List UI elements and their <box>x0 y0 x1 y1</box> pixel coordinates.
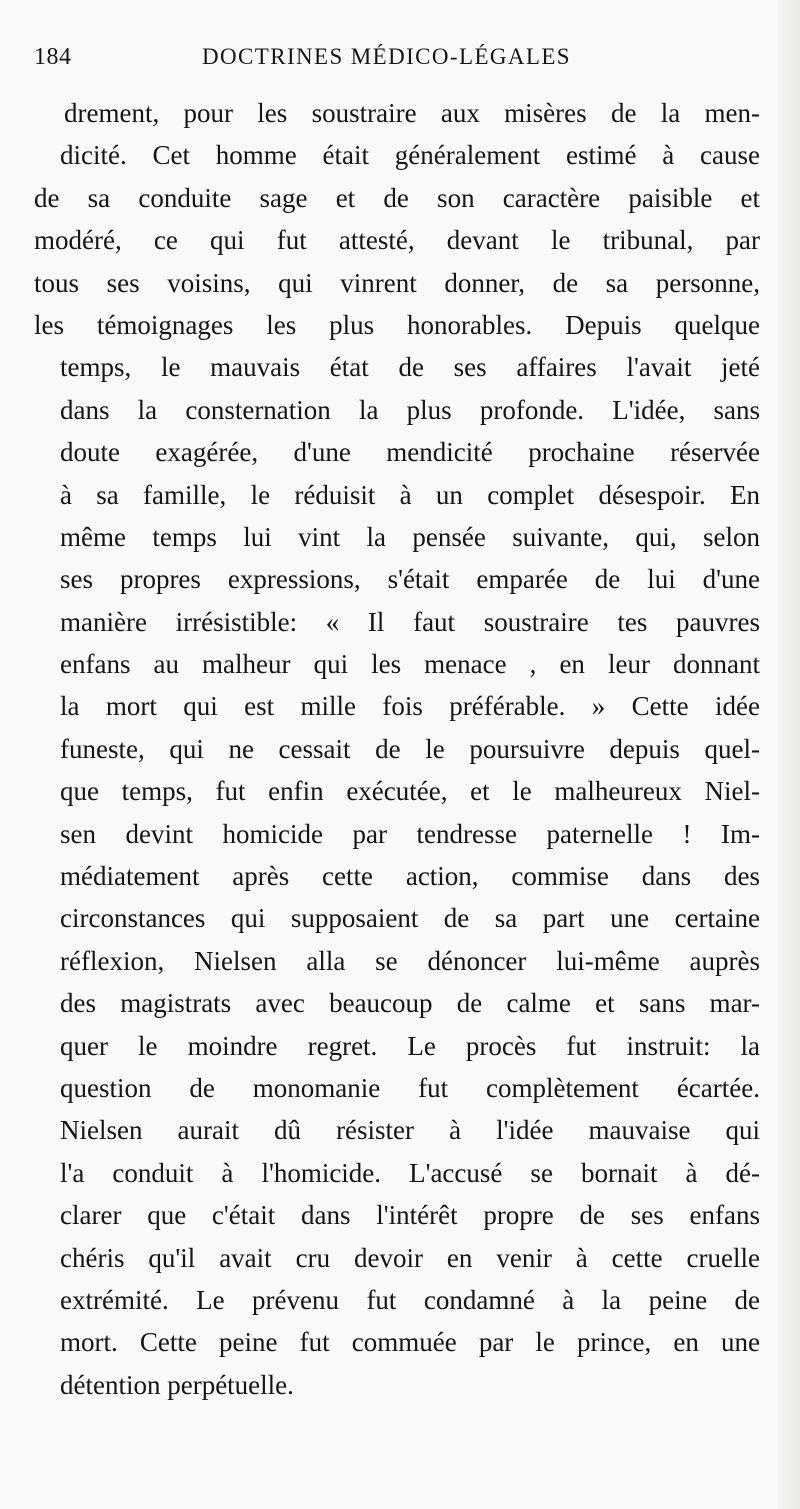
text-line: temps, le mauvais état de ses affaires l'avait jeté <box>60 352 760 383</box>
text-line: manière irrésistible: « Il faut soustraire tes pauvres <box>60 606 760 637</box>
body-text <box>34 92 760 1406</box>
text-line: des magistrats avec beaucoup de calme et sans mar- <box>60 988 760 1019</box>
text-line: tous ses voisins, qui vinrent donner, de sa personne, <box>34 267 760 298</box>
text-line: drement, pour les soustraire aux misères de la men- <box>64 98 760 128</box>
text-line: Nielsen aurait dû résister à l'idée mauvaise qui <box>60 1115 760 1146</box>
text-line: dicité. Cet homme était généralement estimé à cause <box>60 140 760 171</box>
running-title: DOCTRINES MÉDICO-LÉGALES <box>202 44 571 69</box>
text-line: modéré, ce qui fut attesté, devant le tribunal, par <box>34 225 760 256</box>
text-line: l'a conduit à l'homicide. L'accusé se bornait à dé- <box>60 1157 760 1188</box>
text-line: dans la consternation la plus profonde. L'idée, sans <box>60 394 760 425</box>
text-line: sen devint homicide par tendresse paternelle ! Im- <box>60 818 760 849</box>
text-line: doute exagérée, d'une mendicité prochaine réservée <box>60 437 760 468</box>
text-line: de sa conduite sage et de son caractère paisible et <box>34 182 760 213</box>
text-line: funeste, qui ne cessait de le poursuivre depuis quel- <box>60 733 760 764</box>
page-number: 184 <box>34 44 72 70</box>
text-line: à sa famille, le réduisit à un complet désespoir. En <box>60 479 760 510</box>
text-line: la mort qui est mille fois préférable. » Cette idée <box>60 691 760 722</box>
text-line: ses propres expressions, s'était emparée de lui d'une <box>60 564 760 595</box>
text-line: que temps, fut enfin exécutée, et le malheureux Niel- <box>60 776 760 807</box>
text-line: détention perpétuelle. <box>60 1369 294 1400</box>
text-line: même temps lui vint la pensée suivante, qui, selon <box>60 521 760 552</box>
text-line: les témoignages les plus honorables. Depuis quelque <box>34 309 760 340</box>
text-line: médiatement après cette action, commise dans des <box>60 861 760 892</box>
text-line: circonstances qui supposaient de sa part une certaine <box>60 903 760 934</box>
text-line: réflexion, Nielsen alla se dénoncer lui-même auprès <box>60 945 760 976</box>
text-line: chéris qu'il avait cru devoir en venir à cette cruelle <box>60 1242 760 1273</box>
text-line: clarer que c'était dans l'intérêt propre de ses enfans <box>60 1200 760 1231</box>
running-head <box>34 44 754 80</box>
text-line: extrémité. Le prévenu fut condamné à la peine de <box>60 1284 760 1315</box>
text-line: mort. Cette peine fut commuée par le prince, en une <box>60 1327 760 1358</box>
text-line: enfans au malheur qui les menace , en leur donnant <box>60 649 760 680</box>
text-line: quer le moindre regret. Le procès fut instruit: la <box>60 1030 760 1061</box>
text-line: question de monomanie fut complètement écartée. <box>60 1072 760 1103</box>
page-edge-shadow <box>778 0 800 1509</box>
